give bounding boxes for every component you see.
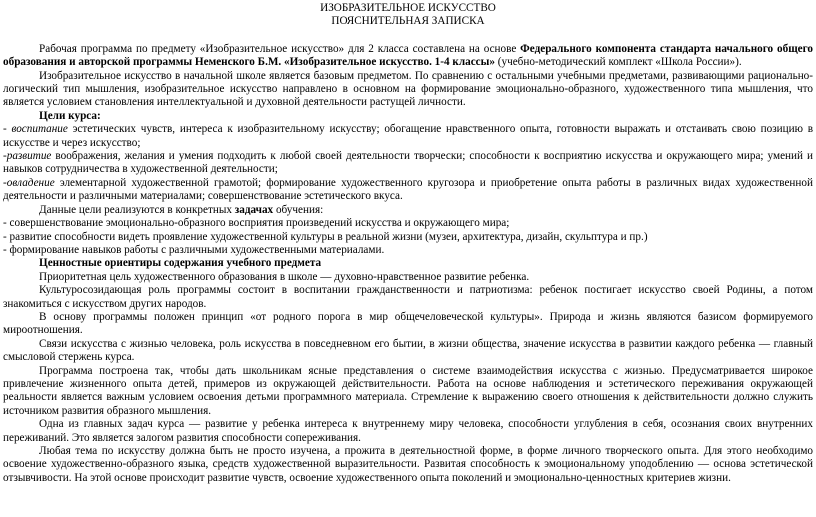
intro-text-c: (учебно-методический комплект «Школа России»). [494, 56, 742, 69]
values-paragraph: Любая тема по искусству должна быть не просто изучена, а прожита в деятельностной форме, в форме личного творческого опыта. Для этого необходимо освоение художественно-образного языка, средств художественной выразительности. Развитая способность к эмоциональному уподоблению — основа эстетической отзывчивости. На этой основе происходит развитие чувств, освоение художественного опыта поколений и эмоционально-ценностных критериев жизни. [3, 445, 813, 484]
doc-subtitle: ПОЯСНИТЕЛЬНАЯ ЗАПИСКА [331, 15, 485, 28]
task-item: - совершенствование эмоционально-образного восприятия произведений искусства и окружающего мира; [3, 217, 510, 230]
values-paragraph: Программа построена так, чтобы дать школьникам ясные представления о системе взаимодействия искусства с жизнью. Предусматривается широкое привлечение жизненного опыта детей, примеров из окружающей действительности. Работа на основе наблюдения и эстетического переживания окружающей реальности является важным условием освоения детьми программного материала. Стремление к выражению своего отношения к действительности должно служить источником развития образного мышления. [3, 364, 813, 417]
goal-keyword: овладение [6, 176, 55, 189]
goal-dash: - [3, 123, 12, 136]
goal-keyword: развитие [6, 150, 52, 163]
spacer [3, 29, 813, 43]
goal-text: элементарной художественной грамотой; формирование художественного кругозора и приобретение опыта работы в различных видах художественной деятельности и различными материалами; совершенствование эстетического вкуса. [3, 176, 813, 203]
tasks-intro [3, 204, 813, 217]
intro-paragraph [3, 43, 813, 70]
values-paragraph: Одна из главных задач курса — развитие у ребенка интереса к внутреннему миру человека, способности углубления в себя, осознания своих внутренних переживаний. Это является залогом развития способности сопереживания. [3, 418, 813, 444]
values-paragraph: В основу программы положен принцип «от родного порога в мир общечеловеческой культуры». Природа и жизнь являются базисом формируемого мироотношения. [3, 310, 813, 337]
goals-title: Цели курса: [39, 109, 101, 122]
paragraph-base-subject: Изобразительное искусство в начальной школе является базовым предметом. По сравнению с остальными учебными предметами, развивающими рационально-логический тип мышления, изобразительное искусство направлено в основном на формирование эмоционально-образного, художественного типа мышления, что является условием становления интеллектуальной и духовной деятельности растущей личности. [3, 69, 813, 109]
goal-item [3, 150, 813, 177]
tasks-text-c: обучения: [273, 203, 324, 216]
task-item: - формирование навыков работы с различными художественными материалами. [3, 243, 385, 256]
doc-title: ИЗОБРАЗИТЕЛЬНОЕ ИСКУССТВО [320, 2, 496, 14]
intro-text-b: Федерального компонента стандарта начального общего образования и авторской программы Неменского Б.М. «Изобразительное искусство. 1-4 классы» [3, 42, 813, 69]
goal-text: эстетических чувств, интереса к изобразительному искусству; обогащение нравственного опыта, готовности выражать и отстаивать свою позицию в искусстве и через искусство; [3, 123, 813, 149]
intro-text-a: Рабочая программа по предмету «Изобразительное искусство» для 2 класса составлена на основе [39, 42, 521, 55]
goal-dash: - [3, 176, 7, 189]
goal-text: воображения, желания и умения подходить к любой своей деятельности творчески; способности к восприятию искусства и окружающего мира; умений и навыков сотрудничества в художественной деятельности; [3, 150, 813, 176]
values-paragraph: Приоритетная цель художественного образования в школе — духовно-нравственное развитие ребенка. [39, 270, 530, 283]
values-title: Ценностные ориентиры содержания учебного предмета [39, 257, 322, 270]
tasks-text-a: Данные цели реализуются в конкретных [39, 203, 235, 216]
values-paragraph: Культуросозидающая роль программы состоит в воспитании гражданственности и патриотизма: ребенок постигает искусство своей Родины, а потом знакомиться с искусством других народов. [3, 284, 813, 310]
values-paragraph: Связи искусства с жизнью человека, роль искусства в повседневном его бытии, в жизни общества, значение искусства в развитии каждого ребенка — главный смысловой стержень курса. [3, 337, 813, 364]
tasks-keyword: задачах [234, 203, 274, 216]
goal-keyword: воспитание [11, 123, 68, 136]
goal-item [3, 123, 813, 150]
goal-item [3, 177, 813, 204]
goal-dash: - [3, 150, 7, 163]
task-item: - развитие способности видеть проявление художественной культуры в реальной жизни (музеи, архитектура, дизайн, скульптура и пр.) [3, 230, 648, 243]
